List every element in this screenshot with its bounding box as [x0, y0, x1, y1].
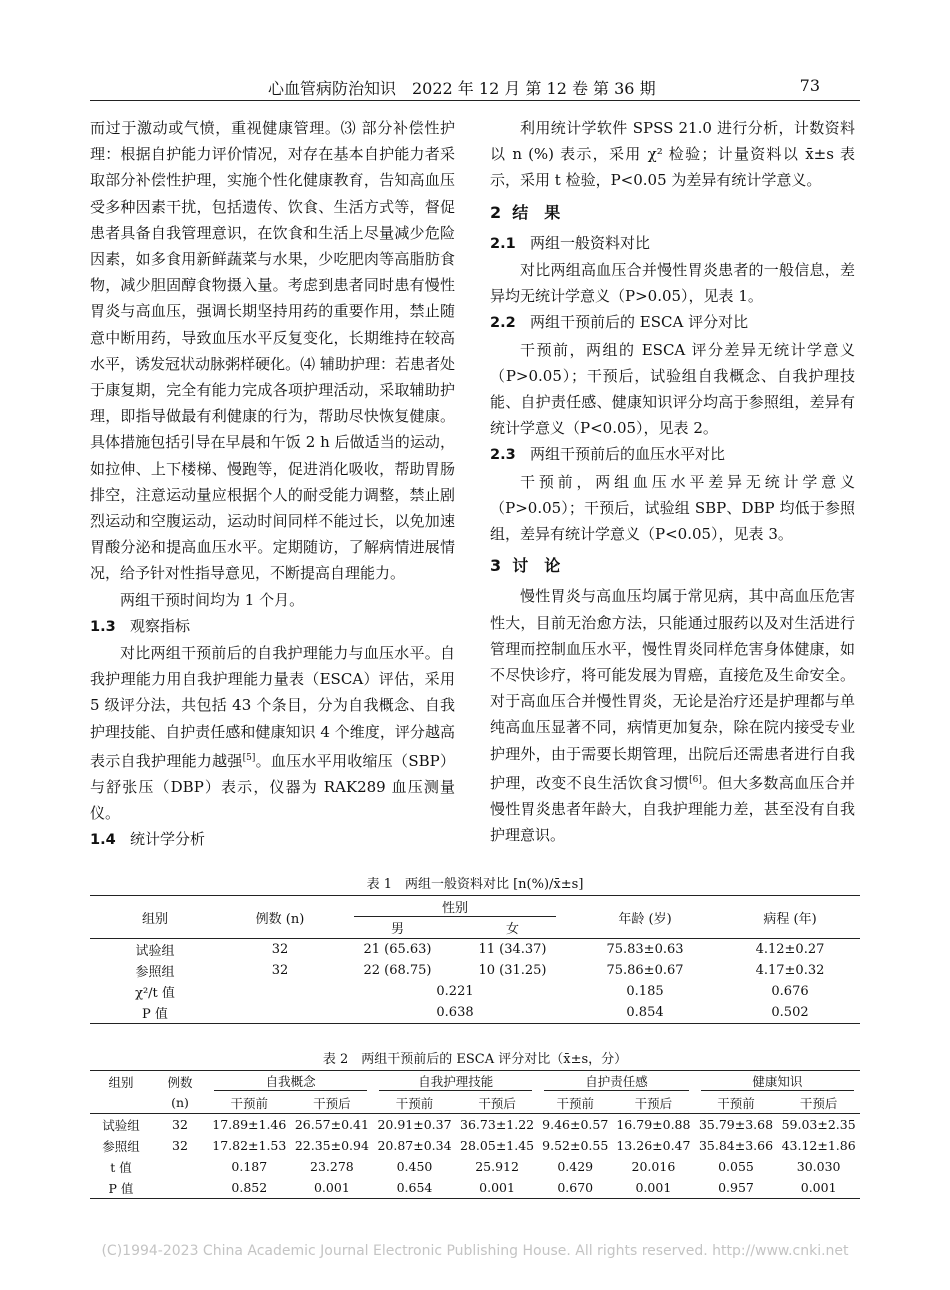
table-header: 干预前	[717, 1095, 755, 1111]
table-cell: 4.17±0.32	[755, 963, 825, 978]
section-heading	[490, 553, 855, 579]
section-title: 观察指标	[130, 616, 191, 635]
table-cell: 参照组	[135, 965, 175, 980]
table-row	[90, 1114, 860, 1136]
table-cell: 28.05±1.45	[460, 1138, 535, 1153]
table-cell: 0.676	[771, 984, 809, 999]
table-cell: 0.852	[231, 1180, 268, 1195]
page-number: 73	[799, 76, 820, 95]
table-cell: 17.89±1.46	[212, 1117, 287, 1132]
table-cell: 0.670	[557, 1180, 594, 1195]
section-title: 两组干预前后的血压水平对比	[530, 445, 726, 464]
table-header	[538, 1071, 694, 1093]
table-cell: 36.73±1.22	[460, 1117, 535, 1132]
table-cell: 试验组	[135, 944, 175, 959]
table-header: 干预前	[556, 1095, 594, 1111]
table-cell: 0.654	[396, 1180, 433, 1195]
header-text: 自我护理技能	[379, 1072, 532, 1091]
table-cell: 试验组	[102, 1117, 140, 1133]
table-cell: 0.055	[718, 1159, 754, 1174]
table-cell: 17.82±1.53	[212, 1138, 287, 1153]
paragraph: 干预前，两组的 ESCA 评分差异无统计学意义（P>0.05）；干预后，试验组自我概念、自我护理技能、自护责任感、健康知识评分均高于参照组，差异有统计学意义（P<0.05），见表 2。	[490, 340, 855, 438]
table-cell: P 值	[142, 1007, 168, 1022]
table-header: 例数 (n)	[220, 896, 340, 939]
table-cell: t 值	[110, 1159, 132, 1175]
section-heading	[490, 441, 855, 468]
table-cell: P 值	[108, 1180, 134, 1196]
section-heading	[90, 826, 455, 853]
table-cell: 11 (34.37)	[478, 942, 547, 957]
section-title: 两组干预前后的 ESCA 评分对比	[530, 313, 749, 332]
table-header: 组别	[108, 1074, 134, 1090]
section-number: 1.3	[90, 618, 116, 635]
paragraph: 干预前，两组血压水平差异无统计学意义（P>0.05）；干预后，试验组 SBP、DBP 均低于参照组，差异有统计学意义（P<0.05），见表 3。	[490, 472, 855, 544]
paragraph: 而过于激动或气愤，重视健康管理。⑶ 部分补偿性护理：根据自护能力评价情况，对存在基本自护能力者采取部分补偿性护理，实施个性化健康教育，告知高血压受多种因素干扰，包括遗传、饮食、生活方式等，督促患者具备自我管理意识，在饮食和生活上尽量减少危险因素，如多食用新鲜蔬菜与水果，少吃肥肉等高脂肪食物，减少胆固醇食物摄入量。考虑到患者同时患有慢性胃炎与高血压，强调长期坚持用药的重要作用，禁止随意中断用药，导致血压水平反复变化，长期维持在较高水平，诱发冠状动脉粥样硬化。⑷ 辅助护理：若患者处于康复期，完全有能力完成各项护理活动，采取辅助护理，即指导做最有利健康的行为，帮助尽快恢复健康。具体措施包括引导在早晨和午饭 2 h 后做适当的运动，如拉伸、上下楼梯、慢跑等，促进消化吸收，帮助胃肠排空，注意运动量应根据个人的耐受能力调整，禁止剧烈运动和空腹运动，运动时间同样不能过长，以免加速胃酸分泌和提高血压水平。定期随访，了解病情进展情况，给予针对性指导意见，不断提高自理能力。	[90, 119, 455, 583]
table-cell: 0.001	[635, 1180, 672, 1195]
paragraph	[90, 640, 455, 826]
table-cell: 20.016	[631, 1159, 676, 1174]
table-cell: 0.957	[718, 1180, 754, 1195]
table-header	[695, 1071, 860, 1093]
header-text: 自我概念	[214, 1072, 367, 1091]
table-cell	[152, 1177, 208, 1199]
table-header: 干预后	[634, 1095, 673, 1111]
table-cell: 0.187	[231, 1159, 268, 1174]
table-cell: 35.84±3.66	[698, 1138, 774, 1153]
section-heading	[90, 613, 455, 640]
table-cell: 75.83±0.63	[606, 942, 684, 957]
table1	[90, 895, 860, 1024]
table-header: 男	[340, 917, 455, 939]
table-cell: 35.79±3.68	[698, 1117, 774, 1132]
table-header: 干预前	[395, 1095, 434, 1111]
table-cell: 9.52±0.55	[542, 1138, 609, 1153]
citation: [6]	[689, 774, 702, 785]
table-header: (n)	[171, 1095, 189, 1110]
journal-info: 心血管病防治知识 2022 年 12 月 第 12 卷 第 36 期	[268, 79, 656, 98]
text-span: 。但大多数高血压合并慢性胃炎患者年龄大，自我护理能力差，甚至没有自我护理意识。	[490, 773, 855, 845]
section-heading	[490, 309, 855, 336]
table-row	[90, 1135, 860, 1156]
paragraph	[490, 583, 855, 848]
table-cell: 0.221	[436, 984, 474, 999]
table-cell: 25.912	[475, 1159, 519, 1174]
table-header: 例数	[167, 1074, 193, 1090]
paragraph: 利用统计学软件 SPSS 21.0 进行分析，计数资料以 n (%) 表示，采用 χ² 检验；计量资料以 x̄±s 表示，采用 t 检验，P<0.05 为差异有统计学意义。	[490, 119, 855, 190]
table-cell: χ²/t 值	[135, 986, 175, 1001]
table-cell: 9.46±0.57	[542, 1117, 609, 1132]
table-row	[90, 939, 860, 961]
table-cell: 参照组	[102, 1138, 140, 1154]
text-span: 慢性胃炎与高血压均属于常见病，其中高血压危害性大，目前无治愈方法，只能通过服药以及对生活进行管理而控制血压水平，慢性胃炎同样危害身体健康，如不尽快诊疗，将可能发展为胃癌，直接危及生命安全。对于高血压合并慢性胃炎，无论是治疗还是护理都与单纯高血压显著不同，病情更加复杂，除在院内接受专业护理外，由于需要长期管理，出院后还需患者进行自我护理，改变不良生活饮食习惯	[490, 587, 855, 792]
table-header: 干预后	[799, 1095, 838, 1111]
right-column	[490, 115, 855, 848]
table-cell: 75.86±0.67	[606, 963, 684, 978]
section-number: 2	[490, 202, 502, 222]
table-cell: 0.450	[396, 1159, 433, 1174]
table-row	[90, 981, 860, 1002]
table-cell: 30.030	[796, 1159, 841, 1174]
sex-header: 性别	[354, 897, 556, 917]
table-header	[340, 896, 570, 918]
left-column	[90, 115, 455, 854]
table-row	[90, 1002, 860, 1024]
table-cell: 0.001	[313, 1180, 350, 1195]
section-heading	[490, 230, 855, 257]
section-number: 3	[490, 556, 502, 576]
table-cell: 4.12±0.27	[755, 942, 825, 957]
table-header: 病程 (年)	[720, 896, 860, 939]
table-row	[90, 960, 860, 981]
table-cell: 16.79±0.88	[616, 1117, 691, 1132]
table-cell: 0.854	[626, 1005, 664, 1020]
table-cell: 21 (65.63)	[363, 942, 432, 957]
table-header: 组别	[90, 896, 220, 939]
table-cell: 0.001	[800, 1180, 837, 1195]
paragraph: 两组干预时间均为 1 个月。	[120, 590, 305, 609]
table-header: 干预后	[478, 1095, 516, 1111]
section-number: 2.3	[490, 447, 516, 464]
table-cell: 32	[271, 963, 289, 978]
citation: [5]	[242, 752, 256, 763]
table-cell: 26.57±0.41	[294, 1117, 369, 1132]
table-cell: 0.001	[479, 1180, 515, 1195]
paragraph: 对比两组高血压合并慢性胃炎患者的一般信息，差异均无统计学意义（P>0.05），见表 1。	[490, 261, 855, 306]
table-cell: 20.87±0.34	[377, 1138, 452, 1153]
table-cell: 32	[271, 942, 289, 957]
table-cell: 0.638	[436, 1005, 474, 1020]
section-title: 讨 论	[512, 556, 561, 576]
table-header	[208, 1071, 373, 1093]
section-heading	[490, 200, 855, 226]
table-cell: 59.03±2.35	[781, 1117, 856, 1132]
text-span: 对比两组干预前后的自我护理能力与血压水平。自我护理能力用自我护理能力量表（ESCA）评估，采用 5 级评分法，共包括 43 个条目，分为自我概念、自我护理技能、自护责任感和健康知识 4 个维度，评分越高表示自我护理能力越强	[90, 644, 455, 770]
table-header: 女	[455, 917, 570, 939]
copyright-footer: (C)1994-2023 China Academic Journal Electronic Publishing House. All rights reserved. http://www.cnki.net	[101, 1243, 849, 1259]
table-row	[90, 1156, 860, 1177]
table-cell: 0.502	[771, 1005, 809, 1020]
section-number: 1.4	[90, 832, 116, 849]
table-cell: 32	[172, 1138, 188, 1153]
section-title: 两组一般资料对比	[530, 233, 651, 252]
header-text: 自护责任感	[544, 1072, 688, 1091]
table-cell: 43.12±1.86	[781, 1138, 856, 1153]
table-cell	[152, 1156, 208, 1177]
table-header: 年龄 (岁)	[570, 896, 720, 939]
table2-caption: 表 2 两组干预前后的 ESCA 评分对比（x̄±s，分）	[322, 1052, 628, 1067]
table-cell: 0.429	[557, 1159, 594, 1174]
table-cell: 0.185	[626, 984, 664, 999]
table-cell: 10 (31.25)	[478, 963, 547, 978]
table-cell: 13.26±0.47	[616, 1138, 691, 1153]
table-header	[373, 1071, 538, 1093]
section-number: 2.1	[490, 235, 516, 252]
section-title: 统计学分析	[130, 830, 206, 849]
section-number: 2.2	[490, 315, 516, 332]
table2	[90, 1070, 860, 1199]
table-cell: 20.91±0.37	[377, 1117, 452, 1132]
header-text: 健康知识	[701, 1072, 854, 1091]
page-header	[90, 72, 860, 101]
section-title: 结 果	[512, 202, 561, 222]
text-span: 。血压水平用收缩压（SBP）与舒张压（DBP）表示，仪器为 RAK289 血压测量仪。	[90, 751, 455, 823]
table-cell: 22 (68.75)	[363, 963, 432, 978]
table-row	[90, 1177, 860, 1199]
table-cell: 32	[172, 1117, 188, 1132]
table1-caption: 表 1 两组一般资料对比 [n(%)/x̄±s]	[366, 877, 584, 892]
table-header: 干预后	[313, 1095, 351, 1111]
table-header: 干预前	[230, 1095, 269, 1111]
table-cell: 23.278	[310, 1159, 354, 1174]
table-cell: 22.35±0.94	[294, 1138, 369, 1153]
